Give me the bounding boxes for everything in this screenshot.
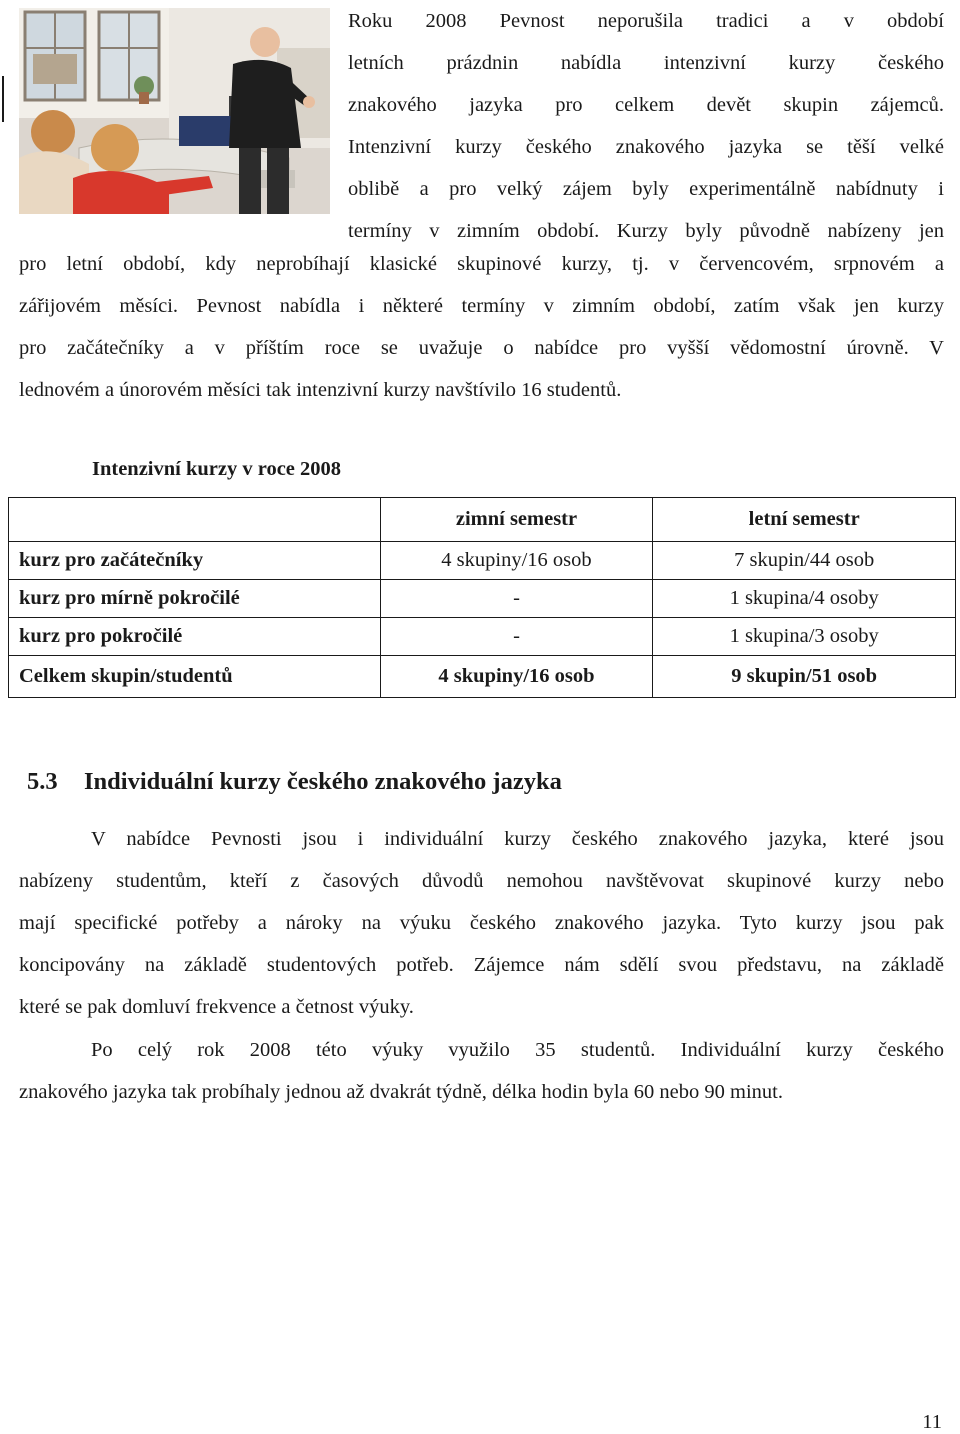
margin-bar xyxy=(2,76,4,122)
text-line: oblibě a pro velký zájem byly experimentálně nabídnuty i xyxy=(348,178,944,200)
text-line: znakového jazyka pro celkem devět skupin zájemců. xyxy=(348,94,944,116)
text-line: letních prázdnin nabídla intenzivní kurzy českého xyxy=(348,52,944,74)
text-line: které se pak domluví frekvence a četnost výuky. xyxy=(19,996,414,1018)
text-line: nabízeny studentům, kteří z časových důvodů nemohou navštěvovat skupinové kurzy nebo xyxy=(19,870,944,892)
table-cell: - xyxy=(380,618,653,656)
table-cell: 9 skupin/51 osob xyxy=(653,656,956,698)
text-line: pro letní období, kdy neprobíhají klasické skupinové kurzy, tj. v červencovém, srpnovém a xyxy=(19,253,944,275)
row-label: kurz pro začátečníky xyxy=(9,542,381,580)
text-line: V nabídce Pevnosti jsou i individuální kurzy českého znakového jazyka, které jsou xyxy=(91,828,944,850)
text-line: Intenzivní kurzy českého znakového jazyka se těší velké xyxy=(348,136,944,158)
text-line: Po celý rok 2008 této výuky využilo 35 studentů. Individuální kurzy českého xyxy=(91,1039,944,1061)
paragraph-2 xyxy=(19,818,944,1028)
paragraph-1-full-width xyxy=(19,243,944,411)
table-title: Intenzivní kurzy v roce 2008 xyxy=(92,458,342,480)
text-line: zářijovém měsíci. Pevnost nabídla i některé termíny v zimním období, zatím však jen kurzy xyxy=(19,295,944,317)
table-cell: - xyxy=(380,580,653,618)
row-label: kurz pro mírně pokročilé xyxy=(9,580,381,618)
text-line: lednovém a únorovém měsíci tak intenzivní kurzy navštívilo 16 studentů. xyxy=(19,379,622,401)
section-number: 5.3 xyxy=(27,768,58,795)
table-total-row xyxy=(9,656,956,698)
table-cell: 1 skupina/4 osoby xyxy=(653,580,956,618)
section-heading xyxy=(27,768,562,796)
row-label: kurz pro pokročilé xyxy=(9,618,381,656)
table-row xyxy=(9,618,956,656)
table-cell: 4 skupiny/16 osob xyxy=(380,542,653,580)
row-label: Celkem skupin/studentů xyxy=(9,656,381,698)
header-cell: letní semestr xyxy=(653,498,956,542)
paragraph-1-beside-photo xyxy=(348,0,944,252)
table-header-row xyxy=(9,498,956,542)
table-row xyxy=(9,580,956,618)
header-cell: zimní semestr xyxy=(380,498,653,542)
table-row xyxy=(9,542,956,580)
paragraph-3 xyxy=(19,1029,944,1113)
text-line: pro začátečníky a v příštím roce se uvažuje o nabídce pro vyšší vědomostní úrovně. V xyxy=(19,337,944,359)
table-cell: 1 skupina/3 osoby xyxy=(653,618,956,656)
text-line: znakového jazyka tak probíhaly jednou až dvakrát týdně, délka hodin byla 60 nebo 90 minut. xyxy=(19,1081,783,1103)
text-line: koncipovány na základě studentových potřeb. Zájemce nám sdělí svou představu, na základě xyxy=(19,954,944,976)
text-line: Roku 2008 Pevnost neporušila tradici a v období xyxy=(348,10,944,32)
section-title: Individuální kurzy českého znakového jazyka xyxy=(84,768,562,795)
header-cell xyxy=(9,498,381,542)
page-number: 11 xyxy=(922,1411,942,1433)
classroom-photo xyxy=(19,8,330,214)
table-cell: 7 skupin/44 osob xyxy=(653,542,956,580)
table-cell: 4 skupiny/16 osob xyxy=(380,656,653,698)
text-line: termíny v zimním období. Kurzy byly původně nabízeny jen xyxy=(348,220,944,242)
courses-table xyxy=(8,497,956,698)
text-line: mají specifické potřeby a nároky na výuku českého znakového jazyka. Tyto kurzy jsou pak xyxy=(19,912,944,934)
